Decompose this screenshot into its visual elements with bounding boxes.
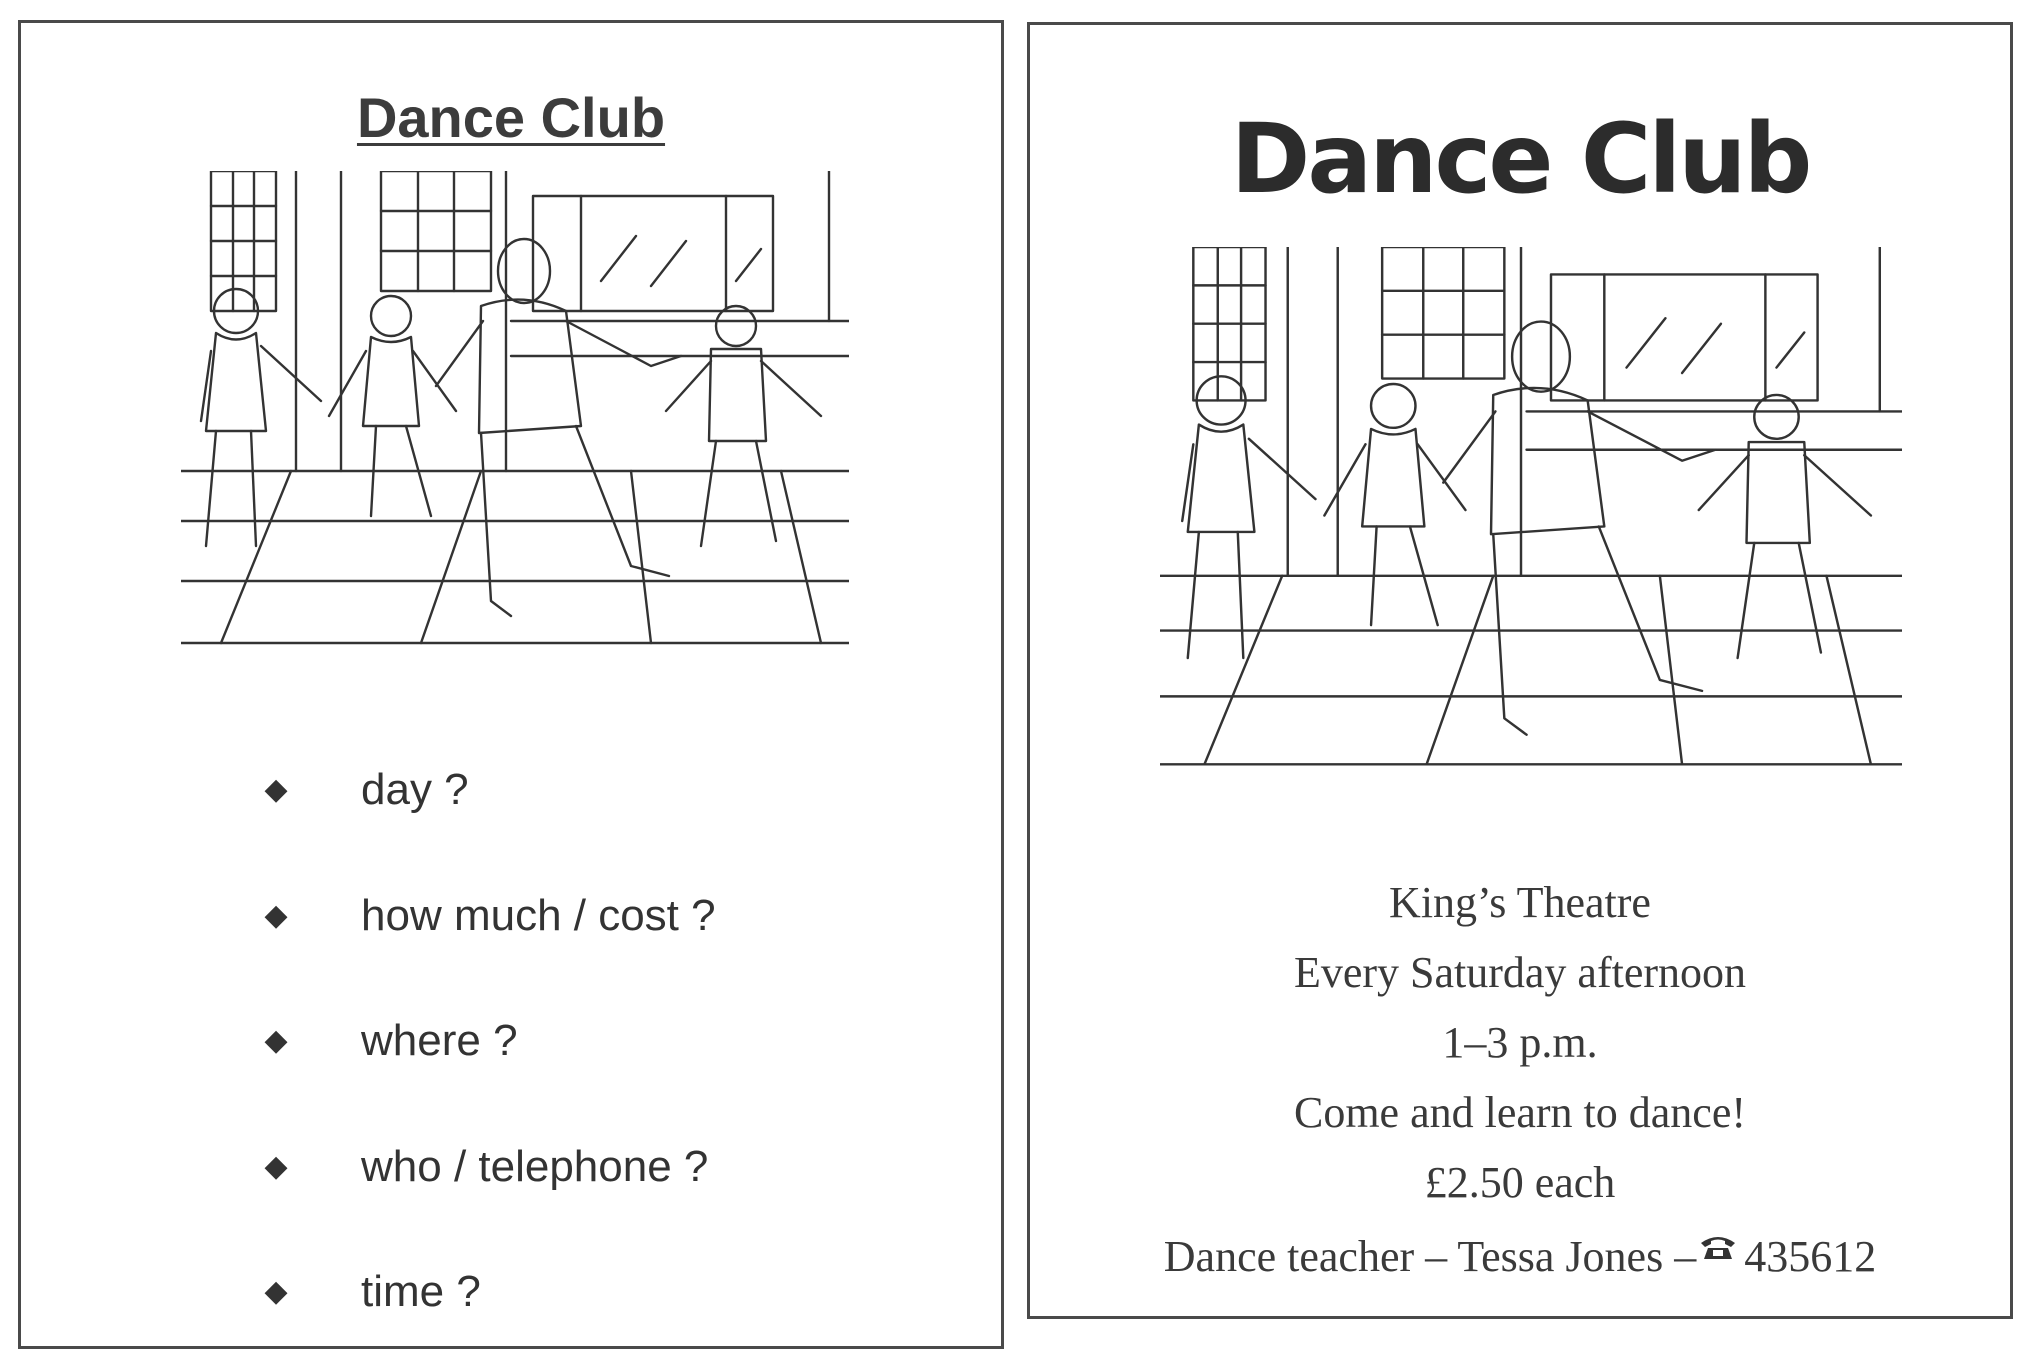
advert-card [1027,22,2013,1319]
teacher-contact [1030,1231,2010,1282]
diamond-bullet-icon: ◆ [264,773,288,806]
diamond-bullet-icon: ◆ [264,1275,288,1308]
price-text: £2.50 each [1424,1158,1616,1207]
tagline-text: Come and learn to dance! [1293,1088,1747,1137]
list-item [21,1138,721,1198]
question-card [18,20,1004,1349]
teacher-name-text: Dance teacher – Tessa Jones – [1163,1232,1697,1281]
day-text: Every Saturday afternoon [1293,948,1747,997]
diamond-bullet-icon: ◆ [264,1150,288,1183]
list-item [21,887,721,947]
telephone-icon [1698,1233,1738,1261]
diamond-bullet-icon: ◆ [264,899,288,932]
question-text: time ? [361,1267,481,1316]
dance-class-illustration [1160,247,1902,795]
venue-text: King’s Theatre [1389,878,1651,927]
question-text: how much / cost ? [361,891,716,940]
list-item [21,761,721,821]
question-text: day ? [361,765,469,814]
list-item [21,1012,721,1072]
diamond-bullet-icon: ◆ [264,1024,288,1057]
question-text: who / telephone ? [361,1142,709,1191]
list-item [21,1263,721,1323]
question-card-title: Dance Club [356,86,666,149]
time-text: 1–3 p.m. [1442,1018,1598,1067]
advert-card-title: Dance Club [1230,103,1810,215]
dance-class-illustration [181,171,849,671]
phone-number-text: 435612 [1744,1232,1877,1281]
question-text: where ? [361,1016,518,1065]
